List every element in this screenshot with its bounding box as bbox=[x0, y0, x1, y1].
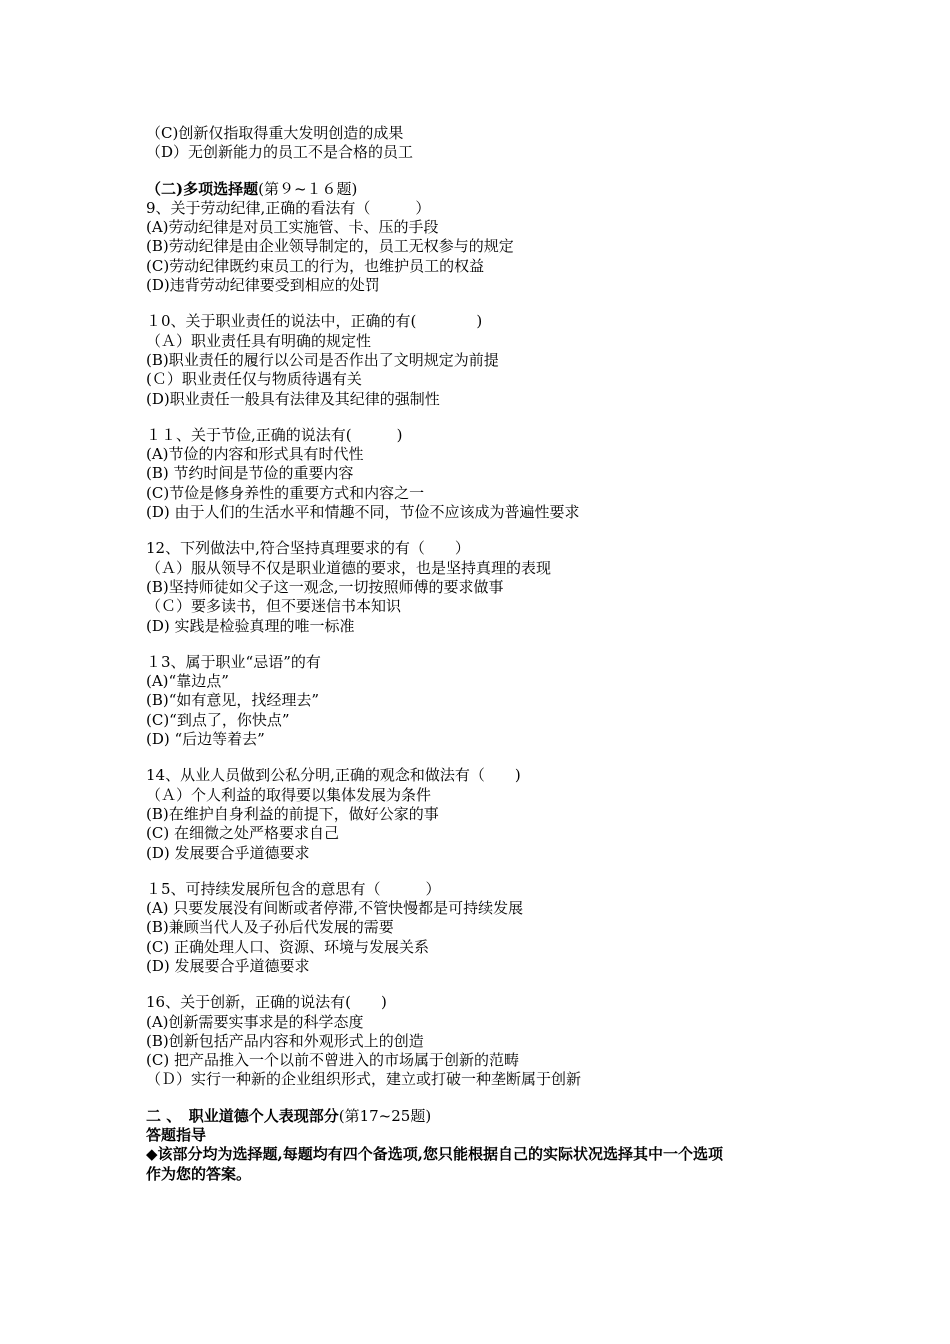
option-line: (C) 把产品推入一个以前不曾进入的市场属于创新的范畴 bbox=[146, 1051, 519, 1070]
question-stem: １3、属于职业“忌语”的有 bbox=[146, 652, 321, 671]
option-line: (A)“靠边点” bbox=[146, 672, 229, 691]
guide-line: ◆该部分均为选择题,每题均有四个备选项,您只能根据自己的实际状况选择其中一个选项 bbox=[146, 1145, 723, 1164]
option-line: (D) “后边等着去” bbox=[146, 730, 265, 749]
option-line: (B)坚持师徒如父子这一观念,一切按照师傅的要求做事 bbox=[146, 577, 504, 596]
question-stem: １5、可持续发展所包含的意思有（ ） bbox=[146, 879, 441, 898]
option-line: (B)在维护自身利益的前提下，做好公家的事 bbox=[146, 804, 439, 823]
option-line: （Ｃ）要多读书，但不要迷信书本知识 bbox=[146, 597, 402, 616]
option-line: (D) 发展要合乎道德要求 bbox=[146, 843, 310, 862]
option-line: (C)节俭是修身养性的重要方式和内容之一 bbox=[146, 483, 425, 502]
question-12 bbox=[146, 539, 846, 635]
guide-title: 答题指导 bbox=[146, 1126, 207, 1145]
option-line: (C)劳动纪律既约束员工的行为，也维护员工的权益 bbox=[146, 256, 485, 275]
option-line: （Ａ）服从领导不仅是职业道德的要求，也是坚持真理的表现 bbox=[146, 558, 552, 577]
option-line: (D) 发展要合乎道德要求 bbox=[146, 956, 310, 975]
option-line: (D)职业责任一般具有法律及其纪律的强制性 bbox=[146, 389, 440, 408]
option-line: （Ａ）职业责任具有明确的规定性 bbox=[146, 331, 372, 350]
option-line: (B)劳动纪律是由企业领导制定的，员工无权参与的规定 bbox=[146, 237, 514, 256]
question-9 bbox=[146, 199, 846, 295]
section-heading-multiple-choice bbox=[146, 180, 846, 199]
option-line: （Ａ）个人利益的取得要以集体发展为条件 bbox=[146, 785, 432, 804]
option-line: (A)创新需要实事求是的科学态度 bbox=[146, 1012, 364, 1031]
question-stem: １0、关于职业责任的说法中，正确的有( ) bbox=[146, 312, 483, 331]
question-16 bbox=[146, 993, 846, 1089]
option-line: (B)“如有意见，找经理去” bbox=[146, 691, 320, 710]
option-line: (A)劳动纪律是对员工实施管、卡、压的手段 bbox=[146, 218, 439, 237]
section-title: 二 、 职业道德个人表现部分 bbox=[146, 1106, 339, 1125]
exam-page bbox=[146, 124, 846, 1184]
question-stem: 9、关于劳动纪律,正确的看法有（ ） bbox=[146, 198, 431, 217]
question-stem: １１、关于节俭,正确的说法有( ) bbox=[146, 425, 403, 444]
option-line: (D)违背劳动纪律要受到相应的处罚 bbox=[146, 276, 380, 295]
section-range: (第17~25题) bbox=[338, 1106, 432, 1125]
option-line: （D）无创新能力的员工不是合格的员工 bbox=[146, 143, 414, 162]
option-line: （C)创新仅指取得重大发明创造的成果 bbox=[146, 124, 404, 142]
option-line: (A)节俭的内容和形式具有时代性 bbox=[146, 445, 364, 464]
guide-line: 作为您的答案。 bbox=[146, 1164, 252, 1183]
option-line: (D) 由于人们的生活水平和情趣不同，节俭不应该成为普遍性要求 bbox=[146, 503, 580, 522]
question-10 bbox=[146, 312, 846, 408]
question-15 bbox=[146, 880, 846, 976]
question-stem: 16、关于创新，正确的说法有( ) bbox=[146, 993, 387, 1012]
section-range: (第９~１６题) bbox=[258, 179, 358, 198]
section-title: （二)多项选择题 bbox=[146, 179, 259, 198]
option-line: (B) 节约时间是节俭的重要内容 bbox=[146, 464, 354, 483]
option-line: (D) 实践是检验真理的唯一标准 bbox=[146, 616, 355, 635]
question-stem: 14、从业人员做到公私分明,正确的观念和做法有（ ) bbox=[146, 766, 521, 785]
option-line: (C)“到点了，你快点” bbox=[146, 710, 290, 729]
option-line: (Ｃ）职业责任仅与物质待遇有关 bbox=[146, 370, 362, 389]
section-heading-personal-performance bbox=[146, 1107, 846, 1126]
option-line: (C) 在细微之处严格要求自己 bbox=[146, 824, 339, 843]
option-line: (B)创新包括产品内容和外观形式上的创造 bbox=[146, 1031, 424, 1050]
intro-options bbox=[146, 124, 846, 163]
option-line: （Ｄ）实行一种新的企业组织形式，建立或打破一种垄断属于创新 bbox=[146, 1070, 582, 1089]
option-line: (A) 只要发展没有间断或者停滞,不管快慢都是可持续发展 bbox=[146, 899, 524, 918]
option-line: (B)职业责任的履行以公司是否作出了文明规定为前提 bbox=[146, 350, 499, 369]
question-stem: 12、下列做法中,符合坚持真理要求的有（ ） bbox=[146, 539, 470, 558]
option-line: (B)兼顾当代人及子孙后代发展的需要 bbox=[146, 918, 394, 937]
option-line: (C) 正确处理人口、资源、环境与发展关系 bbox=[146, 937, 429, 956]
question-11 bbox=[146, 426, 846, 522]
question-14 bbox=[146, 766, 846, 862]
question-13 bbox=[146, 653, 846, 749]
